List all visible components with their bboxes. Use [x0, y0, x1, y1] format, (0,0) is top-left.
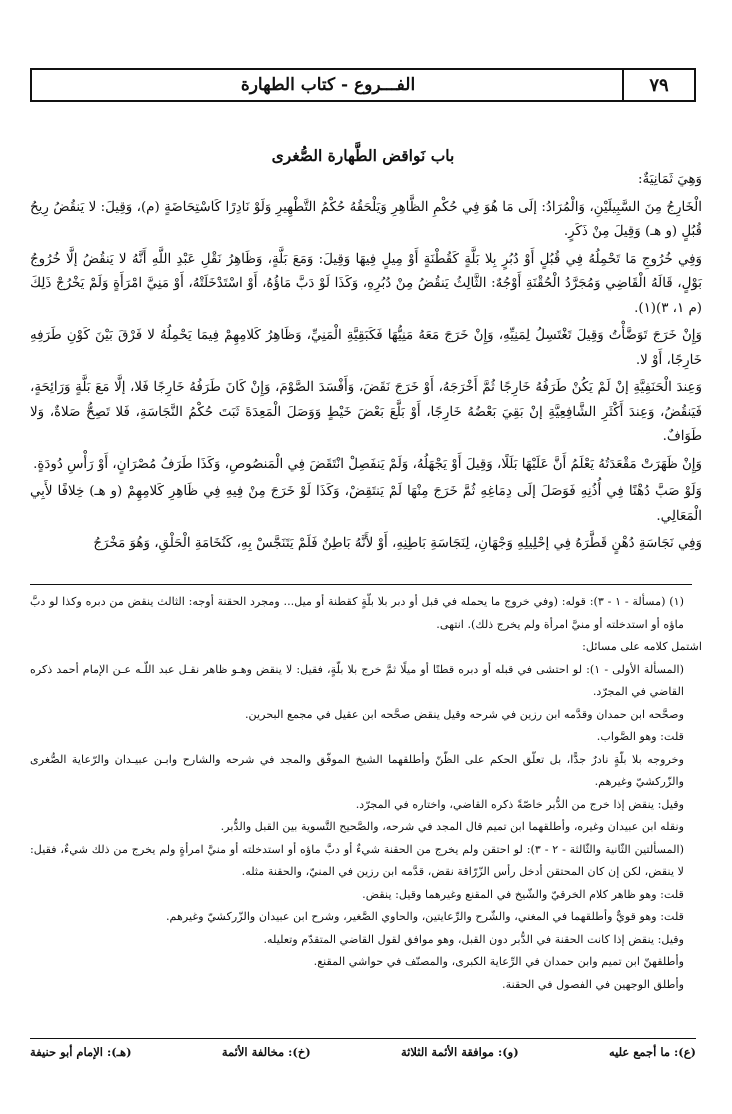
legend-item: (خ): مخالفة الأئمة	[221, 1045, 311, 1059]
footnote-line: وصحَّحه ابن حمدان وقدَّمه ابن رزين في شرحه وقيل ينقض صحَّحه ابن عقيل في مجمع البحرين.	[244, 707, 684, 721]
main-paragraph: وَلَوْ صَبَّ دُهْنًا فِي أُذُنِهِ فَوَصَلَ إلَى دِمَاغِهِ ثُمَّ خَرَجَ مِنْهَا لَمْ يَنتَقِضْ، وَكَذَا لَوْ خَرَجَ مِنْ فِيهِ فِي ظَاهِرِ كَلامِهِمْ (و هـ) خِلافًا لأَبِي الْمَعَالِي.	[30, 484, 702, 524]
footnote-line: قلت: وهو ظاهر كلام الخرقيّ والشّيخ في المقنع وغيرهما وقيل: ينقض.	[362, 887, 684, 901]
footnote-line: ونقله ابن عبيدان وغيره، وأطلقهما ابن تميم قال المجد في شرحه، والصَّحيح التَّسوية بين القبل والدُّبر.	[220, 820, 684, 833]
footnote-line: وأطلق الوجهين في الفصول في الحقنة.	[502, 977, 684, 991]
footnotes	[30, 591, 702, 996]
footnote-line: اشتمل كلامه على مسائل:	[582, 640, 702, 653]
footnote-line: (١) (مسألة - ١ - ٣): قوله: (وفي خروج ما يحمله في قبل أو دبر بلا بلّةٍ كقطنة أو ميل... ومجرد الحقنة أوجه: الثالث ينقض من دبره وكذا لو دبَّ ماؤه أو استدخلته أو منيَّ امرأة ولم يخرج ذلك). انتهى.	[30, 595, 684, 631]
footnote-line: (المسألتين الثّانية والثّالثة - ٢ - ٣): لو احتقن ولم يخرج من الحقنة شيءٌ أو دبَّ ماؤه أو استدخلته أو منيَّ امرأةٍ ولم يخرج من ذلك شيءٌ، فقيل: لا ينقض، لكن إن كان المحتقن أدخل رأس الزّرّاقة نقض، قدَّمه ابن رزين في المنيّ، والحقنة مثله.	[30, 842, 684, 878]
footnote-line: وخروجه بلا بلّةٍ نادرٌ جدًّا، بل تعلّق الحكم على الظّنّ وأطلقهما الشيخ الموفّق والمجد في شرحه والشارح وابـن عبيـدان والرّعاية الصُّغرى والزّركشيّ وغيرهم.	[30, 752, 684, 788]
footnote-line: وقيل: ينقض إذا كانت الحقنة في الدُّبر دون القبل، وهو موافق لقول القاضي المتقدّم وتعليله.	[263, 932, 684, 946]
main-paragraph: وَفِي نَجَاسَةِ دُهْنٍ قَطَّرَهُ فِي إحْلِيلِهِ وَجْهَانِ، لِنَجَاسَةِ بَاطِنِهِ، أَوْ لأَنَّهُ بَاطِنٌ فَلَمْ يَتَنَجَّسْ بِهِ، كَنُخَامَةِ الْحَلْقِ، وَهُوَ مَخْرَجُ	[93, 536, 702, 551]
footnote-line: (المسألة الأولى - ١): لو احتشى في قبله أو دبره قطنًا أو ميلًا ثمَّ خرج بلا بلّةٍ، فقيل: لا ينقض وهـو ظاهر نقـل عبد اللّـه عـن الإمام أحمد ذكره القاضي في المجرّد.	[30, 662, 684, 698]
legend-item: (و): موافقة الأئمة الثلاثة	[401, 1045, 519, 1059]
legend-item: (هـ): الإمام أبو حنيفة	[30, 1045, 132, 1059]
footnote-line: قلت: وهو قويٌّ وأطلقهما في المغني، والشّرح والرِّعايتين، والحاوي الصَّغير، وشرح ابن عبيدان والزّركشيّ وغيرهم.	[165, 910, 684, 923]
main-paragraph: وَهِيَ ثَمَانِيَةٌ:	[638, 172, 702, 187]
main-text	[30, 168, 702, 560]
main-paragraph: وَإِنْ ظَهَرَتْ مَقْعَدَتُهُ يَعْلَمُ أَنَّ عَلَيْهَا بَلَلًا، وَقِيلَ أَوْ يَجْهَلُهُ، وَلَمْ يَنفَصِلْ انْتَقَضَ فِي الْمَنصُوصِ، وَكَذَا طَرَفُ مُصْرَانٍ، أَوْ رَأْسِ دُودَةٍ.	[33, 456, 702, 472]
legend-rule	[30, 1038, 696, 1039]
main-paragraph: وَإِنْ خَرَجَ تَوَضَّأْتُ وَقِيلَ تَغْتَسِلُ لِمَنِيِّهِ، وَإِنْ خَرَجَ مَعَهُ مَنِيُّهَا فَكَبَقِيَّةِ الْمَنِيِّ، وَظَاهِرُ كَلامِهِمْ فِيمَا يَحْمِلُهُ لا فَرْقَ بَيْنَ كَوْنِ طَرَفِهِ خَارِجًا، أَوْ لا.	[30, 328, 702, 368]
main-paragraph: وَفِي خُرُوجِ مَا تَحْمِلُهُ فِي قُبُلٍ أَوْ دُبُرٍ بِلا بَلَّةٍ كَقُطْنَةٍ أَوْ مِيلٍ فِيهَا وَقِيلَ: وَمَعَ بَلَّةٍ، وَظَاهِرُ نَقْلِ عَبْدِ اللَّهِ أَنَّهُ لا يَنقُضُ إلَّا خُرُوجُ بَوْلٍ، قَالَهُ الْقَاضِي وَمُجَرَّدُ الْحُقْنَةِ أَوْجُهٌ: الثَّالِثُ يَنقُضُ مِنْ دُبُرِهِ، وَكَذَا لَوْ دَبَّ مَاؤُهُ، أَوْ اسْتَدْخَلَتْهُ، أَوْ مَنِيَّ امْرَأَةٍ وَلَمْ يَخْرُجْ ذَلِكَ (م ١، ٣)(١).	[30, 251, 702, 316]
page-header	[30, 68, 696, 102]
footnote-line: وقيل: ينقض إذا خرج من الدُّبر خاصّةً ذكره القاضي، واختاره في المجرّد.	[355, 797, 684, 811]
chapter-title: باب نَواقض الطَّهارة الصُّغرى	[271, 146, 455, 165]
abbreviation-legend	[30, 1042, 696, 1062]
footnote-separator	[30, 584, 692, 585]
main-paragraph: الْخَارِجُ مِنَ السَّبِيلَيْنِ، وَالْمُرَادُ: إلَى مَا هُوَ فِي حُكْمِ الظَّاهِرِ وَيَلْحَقُهُ حُكْمُ التَّطْهِيرِ وَلَوْ نَادِرًا كَاسْتِحَاضَةٍ (م)، وَقِيلَ: لا يَنقُضُ رِيحُ قُبُلٍ (و هـ) وَقِيلَ مِنْ ذَكَرٍ.	[30, 199, 702, 239]
legend-item: (ع): ما أجمع عليه	[608, 1045, 696, 1059]
page-number: ٧٩	[622, 70, 694, 100]
footnote-line: قلت: وهو الصَّواب.	[596, 730, 684, 743]
footnote-line: وأطلقهنّ ابن تميم وابن حمدان في الرِّعاية الكبرى، والمصنّف في حواشي المقنع.	[313, 955, 684, 968]
main-paragraph: وَعِندَ الْحَنَفِيَّةِ إنْ لَمْ يَكُنْ طَرَفُهُ خَارِجًا ثُمَّ أَخْرَجَهُ، أَوْ خَرَجَ نَقَضَ، وَأَفْسَدَ الصَّوْمَ، وَإِنْ كَانَ طَرَفُهُ خَارِجًا فَلا، إلَّا مَعَ بَلَّةٍ وَرَائِحَةٍ، فَيَنقُضُ، وَعِندَ أَكْثَرِ الشَّافِعِيَّةِ إنْ بَقِيَ بَعْضُهُ خَارِجًا، أَوْ بَلَّعَ بَعْضَ خَيْطٍ وَوَصَلَ الْمَعِدَةَ ثَبَتَ حُكْمُ النَّجَاسَةِ، فَلا تَصِحُّ صَلاةٌ، وَلا طَوَافٌ.	[30, 380, 702, 444]
running-title: الفـــروع - كتاب الطهارة	[240, 75, 416, 95]
